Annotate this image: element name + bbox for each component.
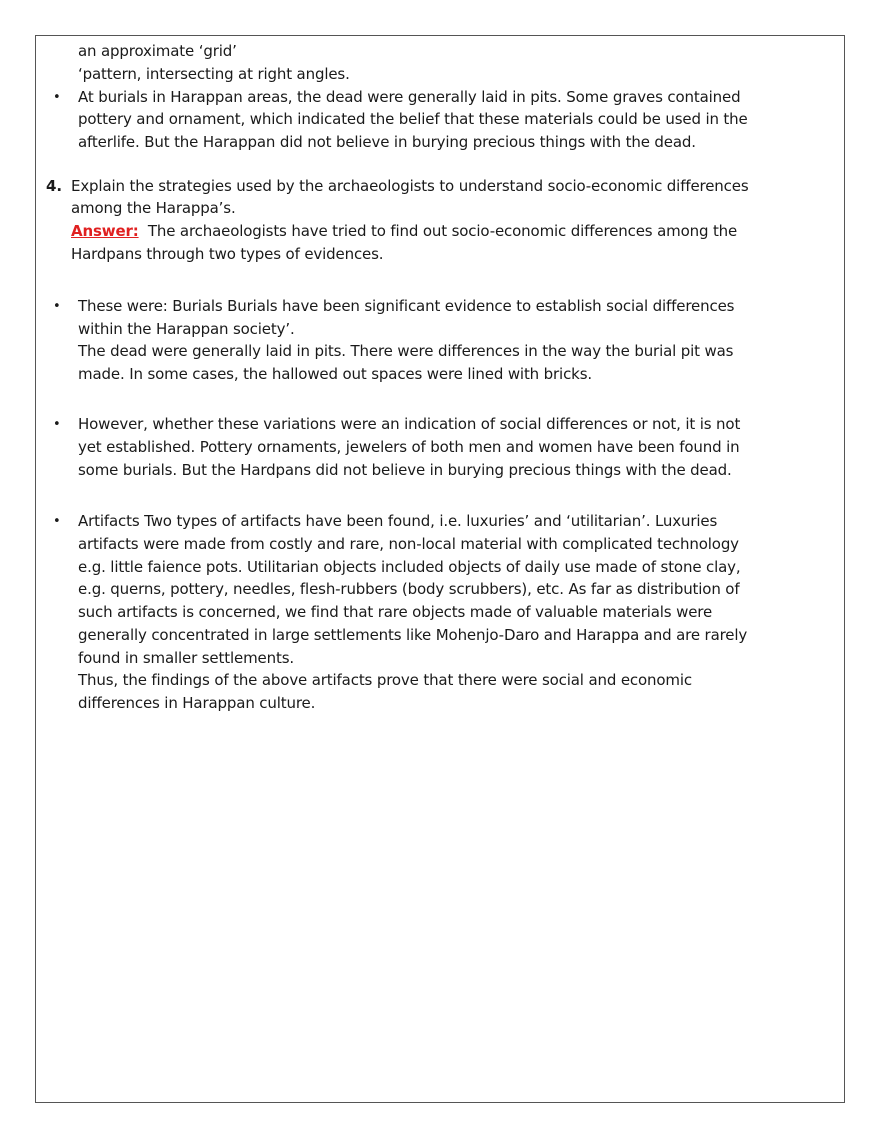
bullet-line: yet established. Pottery ornaments, jewelers of both men and women have been found in [78,438,740,456]
bullet-line: e.g. little faience pots. Utilitarian objects included objects of daily use made of stone clay, [78,558,741,576]
bullet-burials-line: pottery and ornament, which indicated the belief that these materials could be used in the [78,110,748,128]
bullet-line: such artifacts is concerned, we find that rare objects made of valuable materials were [78,603,713,621]
bullet-line: within the Harappan society’. [78,320,295,338]
answer-line [71,220,737,243]
bullet-line: found in smaller settlements. [78,649,294,667]
bullet-burials-line: afterlife. But the Harappan did not believe in burying precious things with the dead. [78,133,696,151]
bullet-line: However, whether these variations were an indication of social differences or not, it is not [78,415,741,433]
bullet-line: Artifacts Two types of artifacts have been found, i.e. luxuries’ and ‘utilitarian’. Luxuries [78,512,718,530]
bullet-marker: • [53,417,61,432]
answer-line: Hardpans through two types of evidences. [71,245,384,263]
continuation-line: an approximate ‘grid’ [78,42,237,60]
answer-text: The archaeologists have tried to find out socio-economic differences among the [138,222,738,240]
question-number: 4. [46,177,63,195]
bullet-line: some burials. But the Hardpans did not believe in burying precious things with the dead. [78,461,732,479]
bullet-marker: • [53,514,61,529]
continuation-line: ‘pattern, intersecting at right angles. [78,65,350,83]
bullet-line: differences in Harappan culture. [78,694,316,712]
bullet-marker: • [53,90,61,105]
bullet-line: Thus, the findings of the above artifacts prove that there were social and economic [78,671,692,689]
answer-label: Answer: [71,222,139,240]
question-line: among the Harappa’s. [71,199,236,217]
bullet-line: The dead were generally laid in pits. There were differences in the way the burial pit was [78,342,734,360]
question-line: Explain the strategies used by the archaeologists to understand socio-economic differences [71,177,749,195]
bullet-line: generally concentrated in large settlements like Mohenjo-Daro and Harappa and are rarely [78,626,748,644]
bullet-line: artifacts were made from costly and rare, non-local material with complicated technology [78,535,739,553]
bullet-line: made. In some cases, the hallowed out spaces were lined with bricks. [78,365,592,383]
bullet-line: e.g. querns, pottery, needles, flesh-rubbers (body scrubbers), etc. As far as distribution of [78,580,740,598]
bullet-burials-line: At burials in Harappan areas, the dead were generally laid in pits. Some graves contained [78,88,741,106]
bullet-marker: • [53,299,61,314]
bullet-line: These were: Burials Burials have been significant evidence to establish social differences [78,297,735,315]
